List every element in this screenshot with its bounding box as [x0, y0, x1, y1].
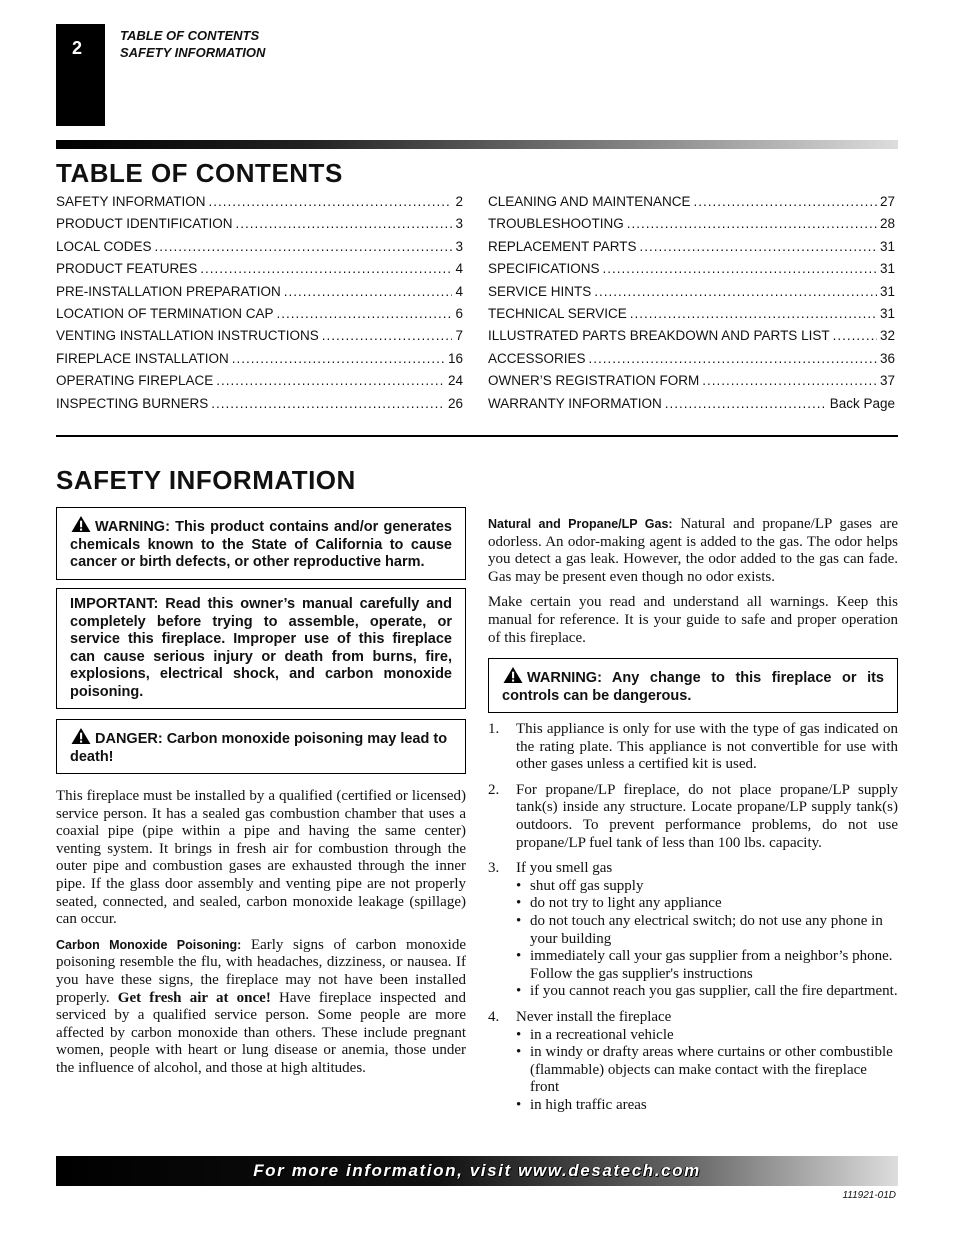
toc-entry-label: PRODUCT IDENTIFICATION — [56, 216, 233, 232]
toc-entry — [56, 194, 463, 216]
warning2-text: WARNING: Any change to this fireplace or its controls can be dangerous. — [502, 670, 884, 704]
item-text: Never install the fireplace — [516, 1008, 672, 1025]
toc-entry-label: WARRANTY INFORMATION — [488, 395, 662, 411]
bullet-text: in windy or drafty areas where curtains or other combustible (flammable) objects can make contact with the fireplace front — [530, 1044, 893, 1096]
header-line-1: TABLE OF CONTENTS — [120, 28, 260, 43]
toc-entry — [488, 351, 895, 373]
item-text: For propane/LP fireplace, do not place propane/LP supply tank(s) inside any structure. Locate propane/LP supply tank(s) outdoors. To prevent performance problems, do not use propane/LP fuel tank of less than 100 lbs. capacity. — [516, 781, 898, 851]
toc-right-column — [488, 194, 895, 418]
footer-text: For more information, visit www.desatech.com — [253, 1161, 701, 1180]
toc-entry-label: LOCAL CODES — [56, 238, 152, 254]
toc-entry-page: 16 — [447, 350, 463, 366]
safety-title: SAFETY INFORMATION — [56, 465, 356, 495]
bullet-icon: • — [516, 1096, 522, 1113]
left-body-text — [56, 788, 466, 1086]
header-line-2: SAFETY INFORMATION — [120, 45, 266, 60]
numbered-item — [488, 782, 898, 852]
warning-box-modification — [488, 658, 898, 713]
bullet-icon: • — [516, 1044, 522, 1061]
bullet-item — [516, 1044, 898, 1097]
bullet-icon: • — [516, 1026, 522, 1043]
numbered-item — [488, 1009, 898, 1115]
toc-entry-page: 31 — [879, 261, 895, 277]
toc-entry — [488, 284, 895, 306]
bullet-item — [516, 878, 898, 896]
warning-triangle-icon — [70, 515, 92, 533]
gas-text: Natural and propane/LP gases are odorless. An odor-making agent is added to the gas. The odor helps you detect a gas leak. However, the odor added to the gas can fade. Gas may be present even though no odor exists. — [488, 516, 899, 585]
toc-leader-dots — [589, 351, 877, 366]
toc-entry — [488, 396, 895, 418]
toc-entry — [56, 216, 463, 238]
bullet-icon: • — [516, 912, 522, 929]
warning-triangle-icon — [502, 666, 524, 684]
toc-entry — [488, 328, 895, 350]
bullet-text: do not try to light any appliance — [530, 895, 722, 912]
toc-entry-page: 24 — [447, 373, 463, 389]
co-text-1: Early signs of carbon monoxide poisoning resemble the flu, with headaches, dizziness, or nausea. If you have these signs, the fireplace may not have been installed properly. — [56, 936, 466, 1006]
toc-entry-label: SERVICE HINTS — [488, 283, 592, 299]
bullet-icon: • — [516, 983, 522, 1000]
toc-leader-dots — [211, 396, 445, 411]
toc-entry-label: PRODUCT FEATURES — [56, 261, 198, 277]
installation-paragraph: This fireplace must be installed by a qualified (certified or licensed) service person. It has a sealed gas combustion chamber that uses a coaxial pipe (pipe within a pipe and having the same center) venting system. It brings in fresh air for combustion through the outer pipe and combustion gases are exhausted through the inner pipe. If the glass door assembly and venting pipe are not properly seated, connected, and sealed, carbon monoxide leakage (spillage) can occur. — [56, 788, 466, 928]
toc-entry-label: REPLACEMENT PARTS — [488, 238, 637, 254]
toc-entry — [488, 216, 895, 238]
toc-entry-label: SAFETY INFORMATION — [56, 194, 206, 209]
toc-entry-label: PRE-INSTALLATION PREPARATION — [56, 283, 281, 299]
bullet-item — [516, 895, 898, 913]
toc-title: TABLE OF CONTENTS — [56, 158, 343, 188]
toc-leader-dots — [277, 306, 453, 321]
toc-entry-page: 28 — [879, 216, 895, 232]
bullet-text: in high traffic areas — [530, 1096, 647, 1113]
toc-entry-page: 36 — [879, 350, 895, 366]
toc-entry-page: 2 — [455, 194, 463, 209]
danger-text: DANGER: Carbon monoxide poisoning may lead to death! — [70, 731, 448, 765]
toc-leader-dots — [209, 194, 453, 209]
bullet-text: in a recreational vehicle — [530, 1026, 674, 1043]
toc-left-column — [56, 194, 463, 418]
bullet-icon: • — [516, 895, 522, 912]
document-number: 111921-01D — [842, 1190, 896, 1201]
toc-entry — [488, 306, 895, 328]
toc-entry-page: 7 — [455, 328, 463, 344]
toc-entry-label: SPECIFICATIONS — [488, 261, 600, 277]
toc-leader-dots — [322, 328, 453, 343]
toc-leader-dots — [284, 284, 453, 299]
gas-paragraph — [488, 516, 898, 586]
important-box — [56, 588, 466, 709]
running-header — [120, 27, 265, 61]
bullet-item — [516, 948, 898, 983]
toc-entry — [56, 351, 463, 373]
toc-entry-page: 31 — [879, 238, 895, 254]
toc-entry-label: TROUBLESHOOTING — [488, 216, 624, 232]
toc-entry-page: 26 — [447, 395, 463, 411]
toc-leader-dots — [665, 396, 827, 411]
toc-entry-page: 37 — [879, 373, 895, 389]
toc-entry — [56, 239, 463, 261]
toc-entry — [56, 396, 463, 418]
toc-entry — [488, 194, 895, 216]
numbered-item — [488, 860, 898, 1001]
toc-leader-dots — [236, 216, 453, 231]
toc-entry — [488, 373, 895, 395]
toc-leader-dots — [594, 284, 877, 299]
bullet-text: immediately call your gas supplier from a neighbor’s phone. Follow the gas supplier's instructions — [530, 948, 893, 982]
bullet-icon: • — [516, 877, 522, 894]
toc-leader-dots — [630, 306, 877, 321]
toc-leader-dots — [200, 261, 452, 276]
toc-leader-dots — [627, 216, 877, 231]
toc-entry-label: OPERATING FIREPLACE — [56, 373, 214, 389]
toc-leader-dots — [833, 328, 877, 343]
toc-entry-label: FIREPLACE INSTALLATION — [56, 350, 229, 366]
read-manual-paragraph: Make certain you read and understand all warnings. Keep this manual for reference. It is your guide to safe and proper operation of this fireplace. — [488, 594, 898, 646]
toc-leader-dots — [640, 239, 877, 254]
toc-entry-page: 4 — [455, 283, 463, 299]
toc-entry-label: LOCATION OF TERMINATION CAP — [56, 305, 274, 321]
toc-entry-page: 3 — [455, 216, 463, 232]
danger-box — [56, 719, 466, 774]
item-number: 4. — [488, 1008, 500, 1025]
toc-entry-page: 6 — [455, 305, 463, 321]
section-divider — [56, 435, 898, 437]
safety-numbered-list — [488, 721, 898, 1122]
numbered-item — [488, 721, 898, 774]
bullet-icon: • — [516, 948, 522, 965]
toc-entry — [488, 261, 895, 283]
toc-leader-dots — [603, 261, 877, 276]
toc-leader-dots — [702, 373, 877, 388]
toc-entry-label: VENTING INSTALLATION INSTRUCTIONS — [56, 328, 319, 344]
page-number: 2 — [72, 38, 83, 58]
toc-leader-dots — [155, 239, 453, 254]
toc-entry-page: 27 — [879, 194, 895, 209]
toc-entry — [56, 261, 463, 283]
toc-entry-label: CLEANING AND MAINTENANCE — [488, 194, 691, 209]
toc-entry-label: ACCESSORIES — [488, 350, 586, 366]
toc-entry-page: 31 — [879, 283, 895, 299]
toc-entry-label: ILLUSTRATED PARTS BREAKDOWN AND PARTS LIST — [488, 328, 830, 344]
important-text: IMPORTANT: Read this owner’s manual carefully and completely before trying to assemble, operate, or service this fireplace. Improper use of this fireplace can cause serious injury or death from burns, fire, explosions, electrical shock, and carbon monoxide poisoning. — [70, 596, 452, 700]
toc-leader-dots — [232, 351, 445, 366]
toc-entry-page: 32 — [879, 328, 895, 344]
toc-entry-label: INSPECTING BURNERS — [56, 395, 209, 411]
bullet-text: shut off gas supply — [530, 877, 644, 894]
toc-entry-page: 31 — [879, 305, 895, 321]
toc-entry — [56, 284, 463, 306]
item-number: 3. — [488, 860, 500, 877]
warning-triangle-icon — [70, 727, 92, 745]
right-body-text — [488, 516, 898, 655]
bullet-item — [516, 913, 898, 948]
co-heading: Carbon Monoxide Poisoning: — [56, 937, 242, 952]
toc-entry-page: 3 — [455, 238, 463, 254]
toc-entry — [56, 306, 463, 328]
item-text: This appliance is only for use with the type of gas indicated on the rating plate. This appliance is not convertible for use with other gases unless a certified kit is used. — [516, 721, 898, 773]
item-text: If you smell gas — [516, 860, 613, 877]
item-number: 2. — [488, 781, 500, 798]
toc-entry — [56, 373, 463, 395]
toc-leader-dots — [216, 373, 445, 388]
warning-box-california — [56, 507, 466, 580]
toc-entry — [488, 239, 895, 261]
gas-heading: Natural and Propane/LP Gas: — [488, 517, 673, 531]
co-text-2: Have fireplace inspected and serviced by a qualified service person. Some people are more affected by carbon monoxide than others. These include pregnant women, people with heart or lung disease or anemia, those under the influence of alcohol, and those at high altitudes. — [56, 989, 467, 1076]
header-gradient-bar — [56, 140, 898, 149]
bullet-item — [516, 983, 898, 1001]
toc-entry — [56, 328, 463, 350]
bullet-text: if you cannot reach you gas supplier, call the fire department. — [530, 983, 898, 1000]
toc-leader-dots — [694, 194, 877, 209]
warning-text: WARNING: This product contains and/or generates chemicals known to the State of California to cause cancer or birth defects, or other reproductive harm. — [70, 519, 452, 570]
bullet-item — [516, 1097, 898, 1115]
toc-entry-label: TECHNICAL SERVICE — [488, 305, 627, 321]
co-bold: Get fresh air at once! — [117, 989, 271, 1006]
bullet-item — [516, 1027, 898, 1045]
co-paragraph — [56, 937, 466, 1078]
toc-entry-page: Back Page — [829, 395, 895, 411]
bullet-text: do not touch any electrical switch; do not use any phone in your building — [530, 912, 883, 947]
item-number: 1. — [488, 721, 500, 737]
toc-entry-page: 4 — [455, 261, 463, 277]
toc-entry-label: OWNER’S REGISTRATION FORM — [488, 373, 700, 389]
